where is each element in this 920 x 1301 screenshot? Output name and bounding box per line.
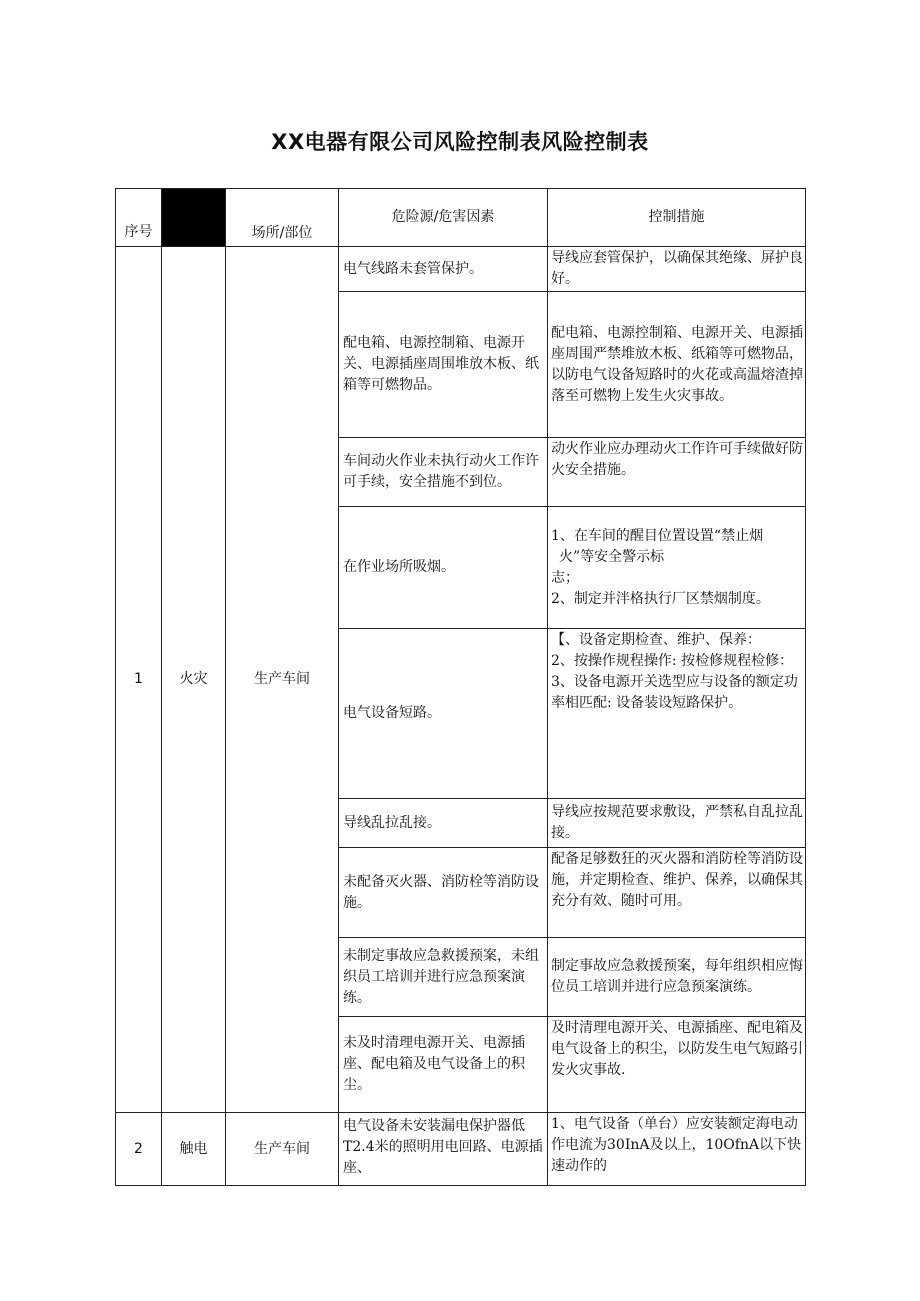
control-cell — [548, 292, 806, 438]
hazard-cell: 电气设备短路。 — [339, 629, 548, 799]
table-header-row — [116, 189, 806, 247]
control-line: 2、制定并泮格执行厂区禁烟制度。 — [551, 590, 770, 607]
control-line: 【、设备定期检查、维护、保养： — [551, 632, 761, 648]
hazard-cell: 未及时清理电源开关、电源插座、配电箱及电气设备上的积尘。 — [339, 1017, 548, 1113]
control-cell — [548, 799, 806, 848]
table-row — [116, 1113, 806, 1186]
control-cell — [548, 848, 806, 938]
control-line: 导线应套管保护，以确保其绝缘、屏护良好。 — [551, 250, 803, 287]
control-line: 导线应按规范要求敷设，严禁私自乱拉乱接。 — [551, 804, 803, 841]
risk-control-table — [115, 188, 806, 1186]
control-line: 1、电气设备（单台）应安装额定海电动作电流为30InA及以上，10OfnA以下快速动作的 — [551, 1116, 802, 1174]
control-cell — [548, 438, 806, 507]
group-type: 触电 — [162, 1113, 226, 1186]
hazard-cell: 电气设备未安装漏电保护器低T2.4米的照明用电回路、电源插座、 — [339, 1113, 548, 1186]
header-redacted-cell — [162, 189, 226, 247]
control-line: 动火作业应办理动火工作许可手续做好防火安全措施。 — [551, 441, 803, 478]
control-cell — [548, 938, 806, 1017]
control-cell — [548, 507, 806, 629]
group-seq: 2 — [116, 1113, 162, 1186]
control-line: 3、设备电源开关选型应与设备的额定功率相匹配: 设备装设短路保护。 — [551, 674, 798, 711]
hazard-cell: 导线乱拉乱接。 — [339, 799, 548, 848]
group-place: 生产车间 — [226, 1113, 339, 1186]
control-line: 及时清理电源开关、电源插座、配电箱及电气设备上的积尘，以防发生电气短路引发火灾事故. — [551, 1020, 803, 1078]
control-cell — [548, 247, 806, 292]
header-hazard: 危险源/危害因素 — [339, 189, 548, 247]
header-place: 场所/部位 — [226, 189, 339, 247]
hazard-cell: 车间动火作业未执行动火工作许可手续，安全措施不到位。 — [339, 438, 548, 507]
group-type: 火灾 — [162, 247, 226, 1113]
control-line: 火”等安全警示标 — [559, 548, 665, 565]
control-cell — [548, 1113, 806, 1186]
hazard-cell: 在作业场所吸烟。 — [339, 507, 548, 629]
group-place: 生产车间 — [226, 247, 339, 1113]
control-line: 志； — [551, 569, 579, 586]
header-seq: 序号 — [116, 189, 162, 247]
hazard-cell: 电气线路未套管保护。 — [339, 247, 548, 292]
control-line: 1、在车间的醒目位置设置“禁止烟 — [551, 527, 764, 544]
control-line: 配电箱、电源控制箱、电源开关、电源插座周围严禁堆放木板、纸箱等可燃物品，以防电气设备短路时的火花或高温熔渣掉落至可燃物上发生火灾事故。 — [551, 324, 803, 404]
hazard-cell: 未制定事故应急救援预案，未组织员工培训并进行应急预案演练。 — [339, 938, 548, 1017]
control-line: 配备足够数狂的灭火器和消防栓等消防设施，并定期检查、维护、保养，以确保其充分有效、随时可用。 — [551, 851, 803, 909]
hazard-cell: 未配备灭火器、消防栓等消防设施。 — [339, 848, 548, 938]
control-cell — [548, 1017, 806, 1113]
hazard-cell: 配电箱、电源控制箱、电源开关、电源插座周围堆放木板、纸箱等可燃物品。 — [339, 292, 548, 438]
header-control: 控制措施 — [548, 189, 806, 247]
control-cell — [548, 629, 806, 799]
control-line: 制定事故应急救援预案，每年组织相应悔位员工培训并进行应急预案演练。 — [551, 958, 803, 995]
page-title: XX电器有限公司风险控制表风险控制表 — [271, 130, 649, 154]
table-row — [116, 247, 806, 292]
control-line: 2、按操作规程操作: 按检修规程检修： — [551, 653, 794, 669]
group-seq: 1 — [116, 247, 162, 1113]
